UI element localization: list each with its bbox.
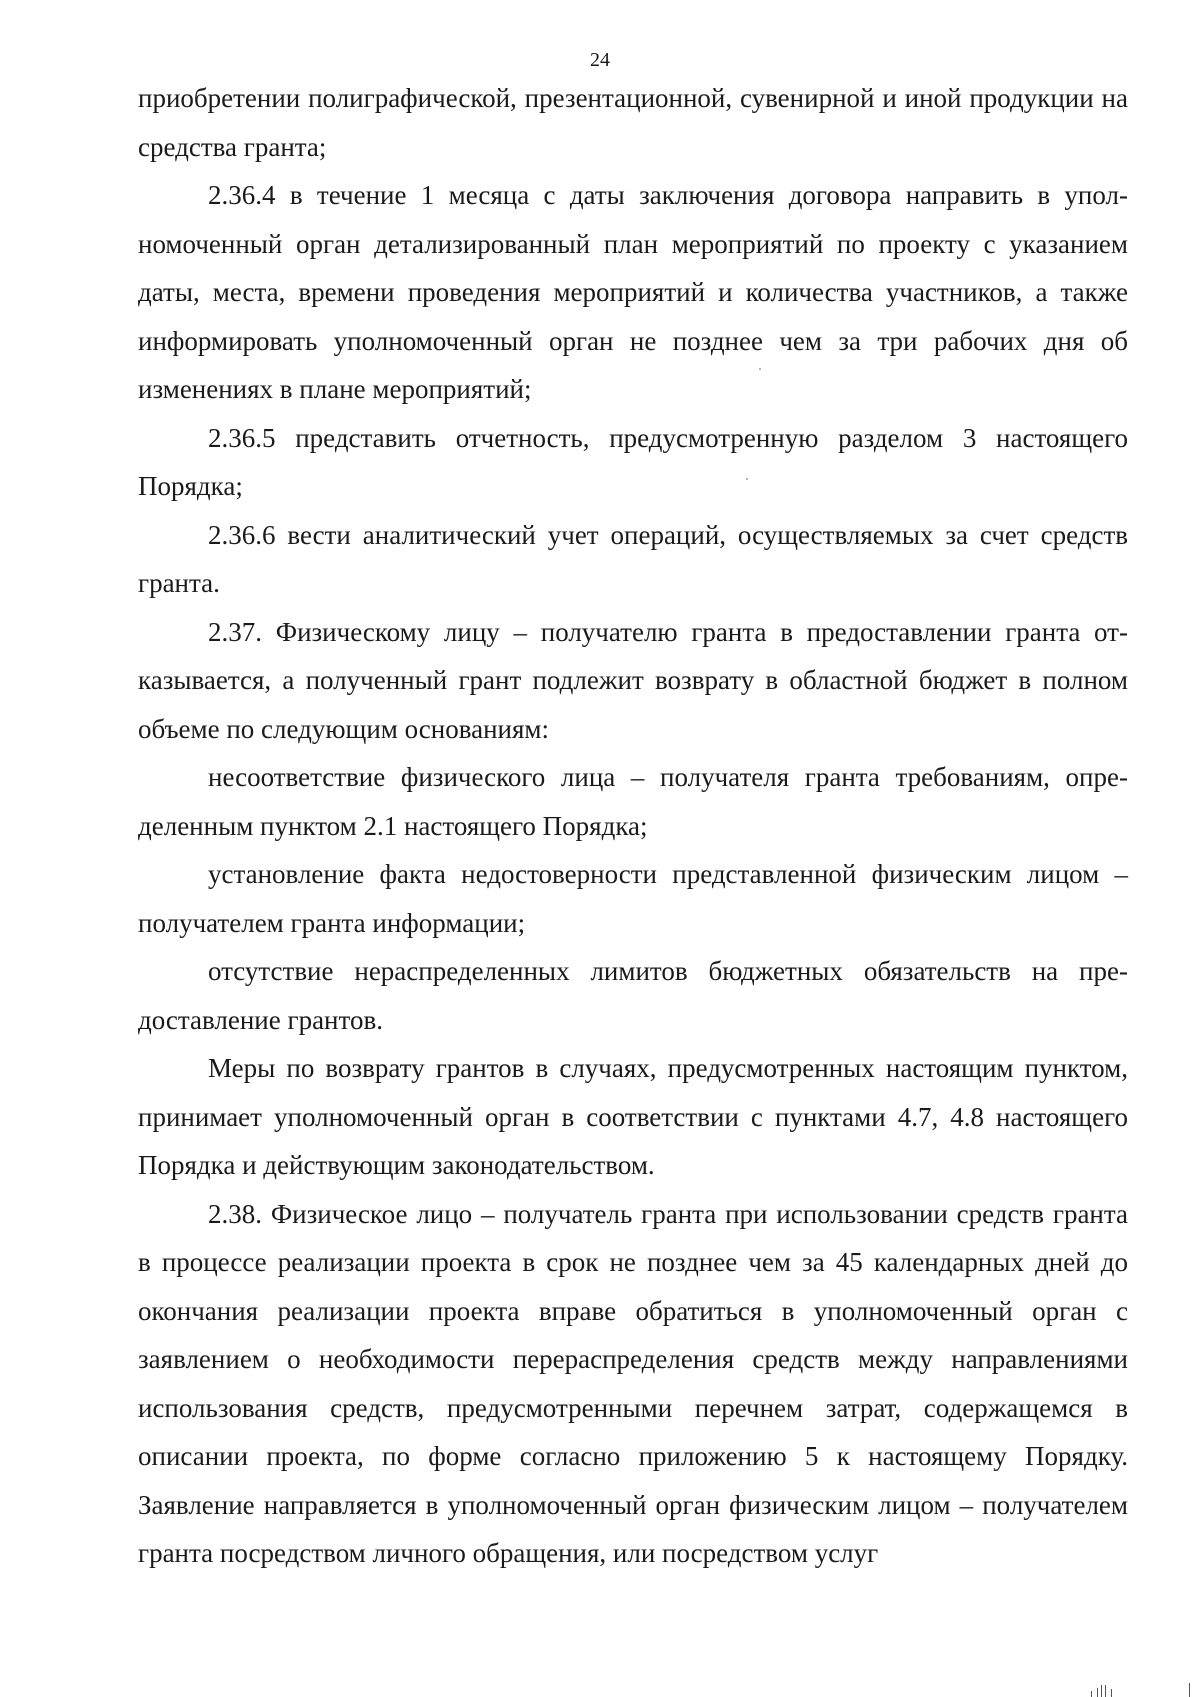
paragraph-refund-measures: Меры по возврату грантов в случаях, предусмотренных настоящим пунктом, принимает уполномоченный орган в соответствии с пунктами 4.7, 4.8 настоящего Порядка и действующим законодательством.: [138, 1053, 1128, 1180]
list-item-no-budget-limits: отсутствие нераспределенных лимитов бюджетных обязательств на предоставление грантов.: [138, 956, 1128, 1035]
paragraph-2-36-5: 2.36.5 представить отчетность, предусмотренную разделом 3 настоящего Порядка;: [138, 422, 1128, 501]
paragraph-2-36-4: 2.36.4 в течение 1 месяца с даты заключения договора направить в уполномоченный орган детализированный план мероприятий по проекту с указанием даты, места, времени проведения мероприятий и количества участников, а также информировать уполномоченный орган не позднее чем за три рабочих дня об изменениях в плане мероприятий;: [138, 180, 1128, 404]
list-item-nonconformity: несоответствие физического лица – получателя гранта требованиям, определенным пунктом 2.1 настоящего Порядка;: [138, 762, 1128, 841]
document-body: [138, 74, 1128, 1578]
paragraph-2-36-6: 2.36.6 вести аналитический учет операций, осуществляемых за счет средств гранта.: [138, 519, 1128, 598]
list-item-false-information: установление факта недостоверности представленной физическим лицом – получателем гранта информации;: [138, 859, 1128, 938]
scan-speck: [746, 478, 748, 480]
paragraph-polygraph-products: приобретении полиграфической, презентационной, сувенирной и иной продукции на средства гранта;: [138, 83, 1128, 162]
paragraph-2-38: 2.38. Физическое лицо – получатель гранта при использовании средств гранта в процессе реализации проекта в срок не позднее чем за 45 календарных дней до окончания реализации проекта вправе обратиться в уполномоченный орган с заявлением о необходимости перераспределения средств между направлениями использования средств, предусмотренными перечнем затрат, содержащемся в описании проекта, по форме согласно приложению 5 к настоящему Порядку. Заявление направляется в уполномоченный орган физическим лицом – получателем гранта посредством личного обращения, или посредством услуг: [138, 1198, 1128, 1568]
page-number: 24: [590, 49, 610, 71]
scan-edge-marks: [1072, 1683, 1192, 1697]
scan-speck: [759, 368, 761, 370]
paragraph-2-37: 2.37. Физическому лицу – получателю гранта в предоставлении гранта отказывается, а полученный грант подлежит возврату в областной бюджет в полном объеме по следующим основаниям:: [138, 616, 1128, 744]
